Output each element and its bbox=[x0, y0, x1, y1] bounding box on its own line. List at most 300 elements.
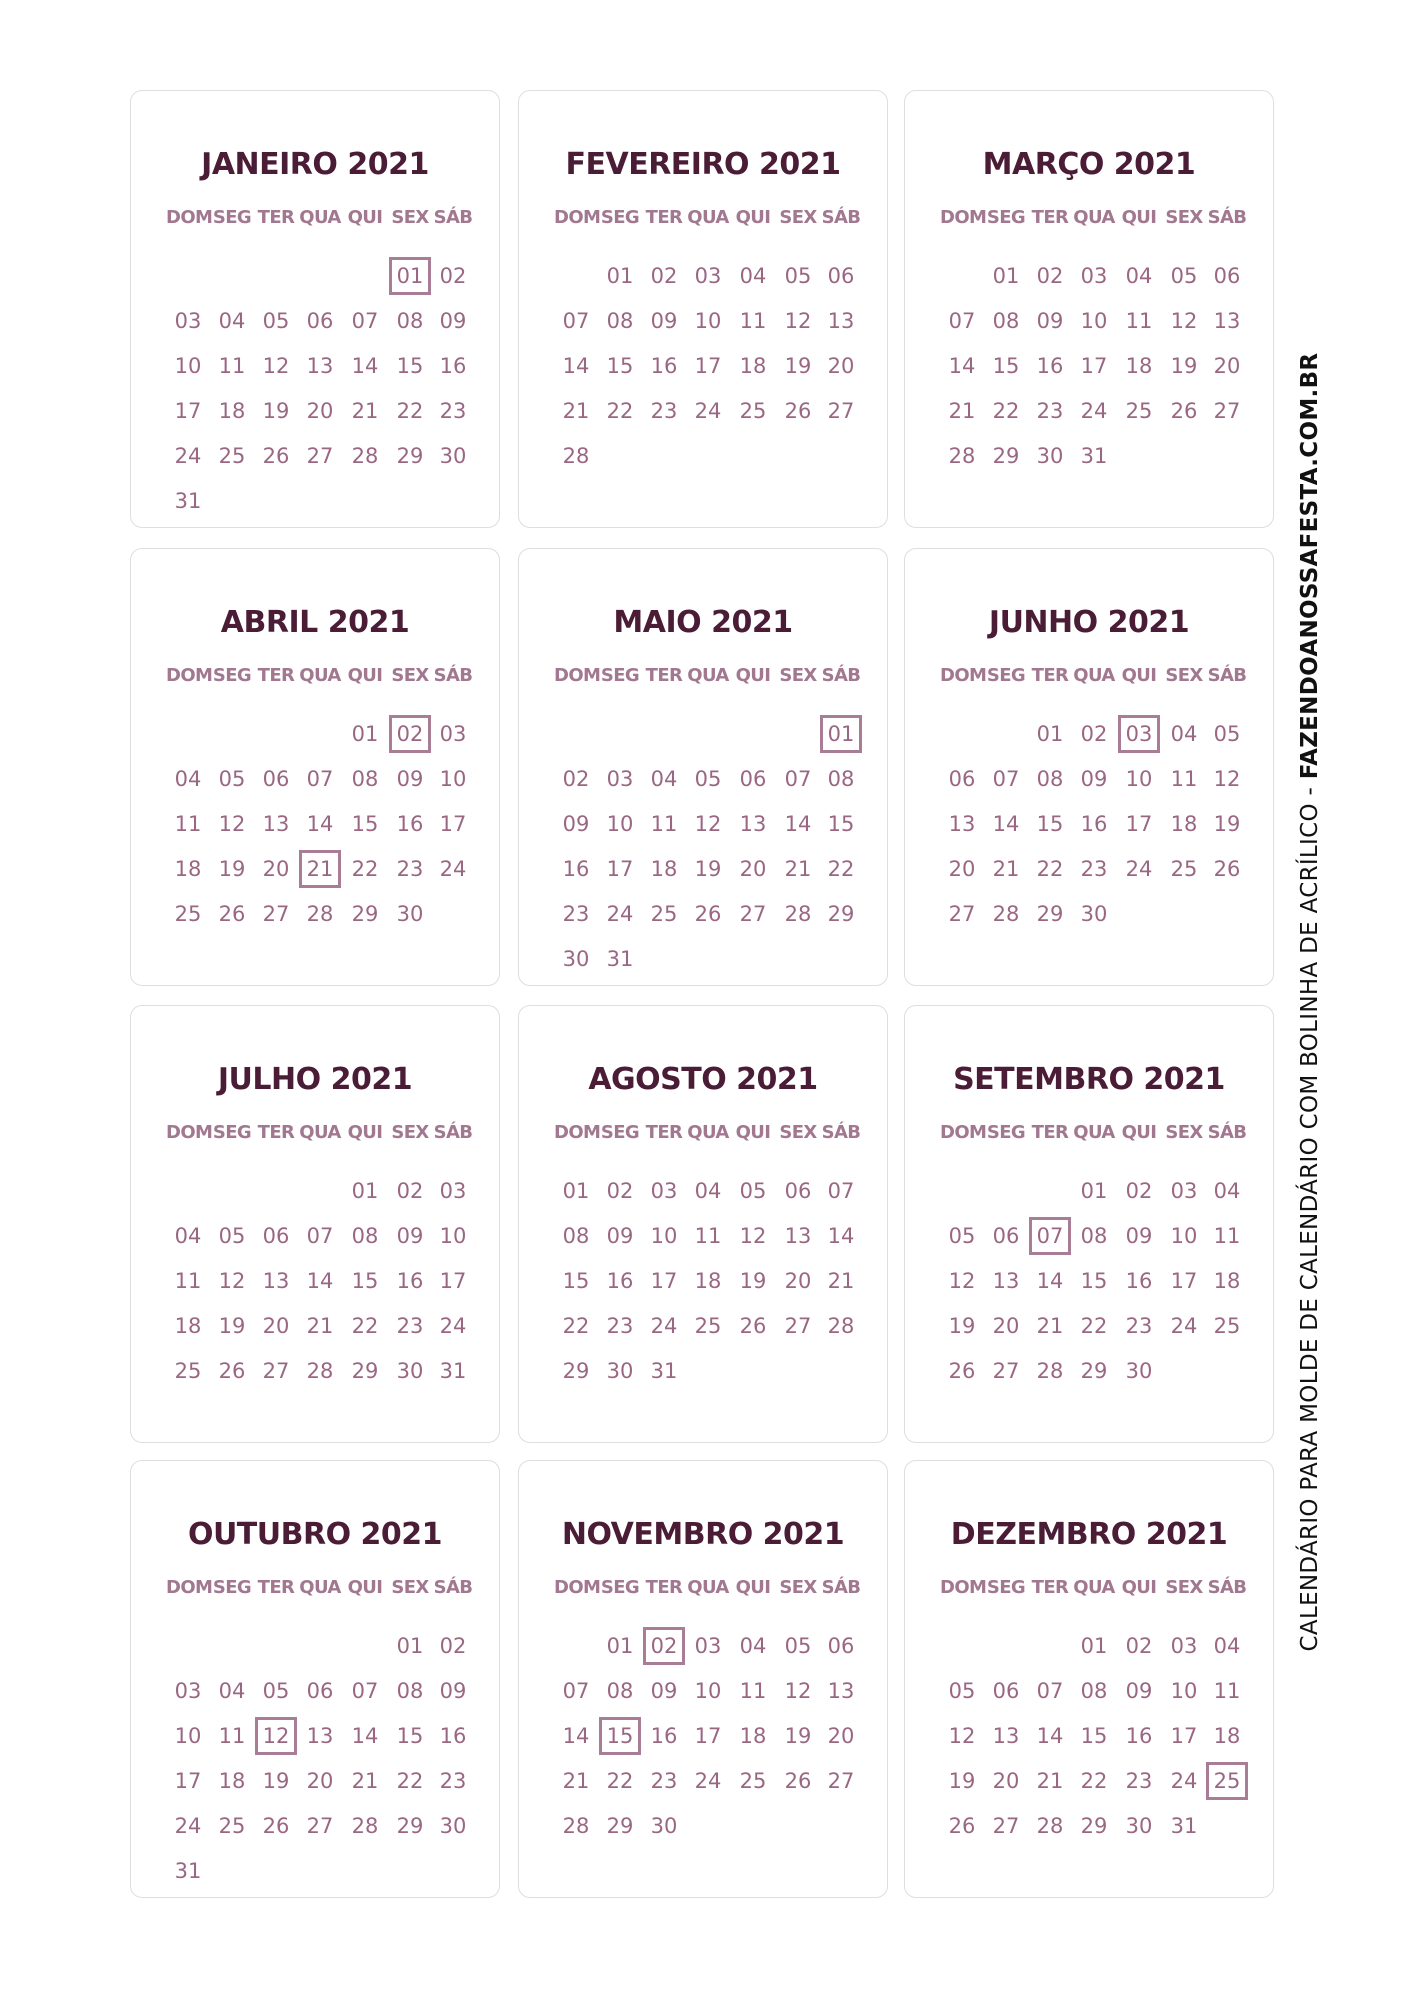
day-cell: 27 bbox=[739, 902, 767, 926]
weekday-label: SÁB bbox=[433, 665, 473, 686]
day-cell: 07 bbox=[992, 767, 1020, 791]
day-cell: 03 bbox=[439, 1179, 467, 1203]
day-cell: 28 bbox=[351, 1814, 379, 1838]
weekday-label: TER bbox=[257, 1577, 295, 1598]
day-cell: 24 bbox=[1170, 1314, 1198, 1338]
day-cell: 22 bbox=[606, 1769, 634, 1793]
day-cell: 11 bbox=[739, 1679, 767, 1703]
day-cell: 07 bbox=[306, 767, 334, 791]
day-cell: 30 bbox=[1125, 1359, 1153, 1383]
day-cell: 01 bbox=[396, 1634, 424, 1658]
day-cell: 28 bbox=[992, 902, 1020, 926]
day-cell: 13 bbox=[992, 1724, 1020, 1748]
day-cell: 25 bbox=[1170, 857, 1198, 881]
day-cell: 21 bbox=[1036, 1314, 1064, 1338]
weekday-label: TER bbox=[257, 665, 295, 686]
weekday-label: QUA bbox=[299, 207, 341, 228]
day-cell: 24 bbox=[606, 902, 634, 926]
day-cell: 23 bbox=[1036, 399, 1064, 423]
highlighted-day: 25 bbox=[1206, 1762, 1248, 1800]
day-cell: 05 bbox=[948, 1679, 976, 1703]
day-cell: 04 bbox=[694, 1179, 722, 1203]
day-cell: 21 bbox=[562, 1769, 590, 1793]
day-cell: 03 bbox=[1170, 1179, 1198, 1203]
day-cell: 06 bbox=[992, 1224, 1020, 1248]
day-cell: 27 bbox=[262, 902, 290, 926]
weekday-label: SEX bbox=[391, 665, 429, 686]
weekday-label: QUI bbox=[735, 1122, 771, 1143]
day-cell: 16 bbox=[650, 354, 678, 378]
weekday-label: QUI bbox=[1121, 665, 1157, 686]
day-cell: 30 bbox=[439, 1814, 467, 1838]
day-cell: 21 bbox=[948, 399, 976, 423]
month-card bbox=[130, 548, 500, 986]
day-cell: 24 bbox=[694, 399, 722, 423]
day-cell: 29 bbox=[351, 1359, 379, 1383]
month-card bbox=[130, 1460, 500, 1898]
weekday-label: SÁB bbox=[821, 665, 861, 686]
month-card bbox=[518, 548, 888, 986]
day-cell: 19 bbox=[739, 1269, 767, 1293]
day-cell: 19 bbox=[694, 857, 722, 881]
month-title: NOVEMBRO 2021 bbox=[561, 1517, 845, 1552]
day-cell: 17 bbox=[1170, 1269, 1198, 1293]
weekday-label: QUA bbox=[1073, 207, 1115, 228]
day-cell: 03 bbox=[439, 722, 467, 746]
day-cell: 14 bbox=[306, 1269, 334, 1293]
day-cell: 14 bbox=[948, 354, 976, 378]
day-cell: 03 bbox=[650, 1179, 678, 1203]
day-cell: 28 bbox=[351, 444, 379, 468]
day-cell: 14 bbox=[992, 812, 1020, 836]
day-cell: 20 bbox=[784, 1269, 812, 1293]
day-cell: 13 bbox=[827, 1679, 855, 1703]
weekday-label: QUI bbox=[347, 1122, 383, 1143]
day-cell: 20 bbox=[262, 857, 290, 881]
day-cell: 10 bbox=[439, 767, 467, 791]
day-cell: 11 bbox=[694, 1224, 722, 1248]
day-cell: 22 bbox=[1080, 1314, 1108, 1338]
day-cell: 16 bbox=[650, 1724, 678, 1748]
day-cell: 08 bbox=[992, 309, 1020, 333]
day-cell: 18 bbox=[650, 857, 678, 881]
weekday-label: SEX bbox=[1165, 665, 1203, 686]
weekday-label: SEG bbox=[212, 207, 252, 228]
weekday-label: SEG bbox=[600, 665, 640, 686]
day-cell: 02 bbox=[396, 1179, 424, 1203]
day-cell: 24 bbox=[1125, 857, 1153, 881]
day-cell: 19 bbox=[948, 1769, 976, 1793]
day-cell: 30 bbox=[606, 1359, 634, 1383]
day-cell: 15 bbox=[396, 354, 424, 378]
day-cell: 05 bbox=[1213, 722, 1241, 746]
day-cell: 12 bbox=[784, 1679, 812, 1703]
day-cell: 09 bbox=[396, 767, 424, 791]
day-cell: 14 bbox=[562, 354, 590, 378]
day-cell: 20 bbox=[992, 1769, 1020, 1793]
day-cell: 06 bbox=[827, 264, 855, 288]
day-cell: 15 bbox=[827, 812, 855, 836]
day-cell: 06 bbox=[992, 1679, 1020, 1703]
day-cell: 09 bbox=[439, 309, 467, 333]
month-title: JULHO 2021 bbox=[217, 1062, 413, 1097]
day-cell: 21 bbox=[992, 857, 1020, 881]
day-cell: 01 bbox=[606, 264, 634, 288]
day-cell: 02 bbox=[1036, 264, 1064, 288]
day-cell: 04 bbox=[650, 767, 678, 791]
day-cell: 10 bbox=[174, 354, 202, 378]
day-cell: 18 bbox=[218, 1769, 246, 1793]
day-cell: 22 bbox=[606, 399, 634, 423]
day-cell: 20 bbox=[262, 1314, 290, 1338]
day-cell: 13 bbox=[262, 812, 290, 836]
day-cell: 15 bbox=[1080, 1269, 1108, 1293]
day-cell: 06 bbox=[262, 1224, 290, 1248]
day-cell: 16 bbox=[439, 1724, 467, 1748]
day-cell: 20 bbox=[827, 354, 855, 378]
day-cell: 09 bbox=[1036, 309, 1064, 333]
day-cell: 08 bbox=[1036, 767, 1064, 791]
day-cell: 14 bbox=[827, 1224, 855, 1248]
weekday-label: SEG bbox=[986, 1577, 1026, 1598]
weekday-label: SEG bbox=[986, 1122, 1026, 1143]
day-cell: 12 bbox=[739, 1224, 767, 1248]
day-cell: 04 bbox=[218, 1679, 246, 1703]
day-cell: 29 bbox=[562, 1359, 590, 1383]
day-cell: 07 bbox=[948, 309, 976, 333]
side-caption bbox=[1292, 202, 1328, 1802]
highlighted-day: 03 bbox=[1118, 715, 1160, 753]
day-cell: 23 bbox=[650, 399, 678, 423]
day-cell: 20 bbox=[1213, 354, 1241, 378]
day-cell: 13 bbox=[1213, 309, 1241, 333]
day-cell: 18 bbox=[174, 857, 202, 881]
day-cell: 02 bbox=[1125, 1634, 1153, 1658]
day-cell: 06 bbox=[827, 1634, 855, 1658]
day-cell: 23 bbox=[606, 1314, 634, 1338]
weekday-label: QUA bbox=[1073, 1577, 1115, 1598]
day-cell: 29 bbox=[1080, 1359, 1108, 1383]
day-cell: 15 bbox=[396, 1724, 424, 1748]
day-cell: 20 bbox=[827, 1724, 855, 1748]
weekday-label: SEX bbox=[779, 207, 817, 228]
day-cell: 11 bbox=[1125, 309, 1153, 333]
day-cell: 26 bbox=[218, 1359, 246, 1383]
month-title: OUTUBRO 2021 bbox=[187, 1517, 443, 1552]
day-cell: 25 bbox=[1213, 1314, 1241, 1338]
day-cell: 13 bbox=[739, 812, 767, 836]
day-cell: 27 bbox=[992, 1359, 1020, 1383]
day-cell: 30 bbox=[439, 444, 467, 468]
weekday-label: DOM bbox=[940, 207, 987, 228]
weekday-label: TER bbox=[645, 1577, 683, 1598]
day-cell: 22 bbox=[351, 1314, 379, 1338]
day-cell: 27 bbox=[827, 399, 855, 423]
highlighted-day: 01 bbox=[389, 257, 431, 295]
day-cell: 16 bbox=[439, 354, 467, 378]
day-cell: 11 bbox=[1170, 767, 1198, 791]
day-cell: 29 bbox=[396, 444, 424, 468]
highlighted-day: 02 bbox=[643, 1627, 685, 1665]
weekday-label: SEG bbox=[986, 207, 1026, 228]
day-cell: 06 bbox=[784, 1179, 812, 1203]
day-cell: 17 bbox=[1125, 812, 1153, 836]
day-cell: 11 bbox=[650, 812, 678, 836]
weekday-label: TER bbox=[1031, 1577, 1069, 1598]
day-cell: 05 bbox=[218, 767, 246, 791]
day-cell: 17 bbox=[650, 1269, 678, 1293]
day-cell: 30 bbox=[1080, 902, 1108, 926]
day-cell: 10 bbox=[606, 812, 634, 836]
day-cell: 09 bbox=[562, 812, 590, 836]
weekday-label: QUI bbox=[347, 207, 383, 228]
weekday-label: TER bbox=[645, 1122, 683, 1143]
weekday-label: TER bbox=[257, 207, 295, 228]
day-cell: 13 bbox=[262, 1269, 290, 1293]
day-cell: 05 bbox=[694, 767, 722, 791]
day-cell: 17 bbox=[1170, 1724, 1198, 1748]
weekday-label: SÁB bbox=[1207, 665, 1247, 686]
weekday-label: QUI bbox=[1121, 1122, 1157, 1143]
weekday-label: QUI bbox=[1121, 207, 1157, 228]
day-cell: 04 bbox=[218, 309, 246, 333]
weekday-label: DOM bbox=[940, 1122, 987, 1143]
weekday-label: QUA bbox=[687, 1122, 729, 1143]
day-cell: 25 bbox=[739, 399, 767, 423]
highlighted-day: 07 bbox=[1029, 1217, 1071, 1255]
day-cell: 27 bbox=[784, 1314, 812, 1338]
day-cell: 23 bbox=[562, 902, 590, 926]
day-cell: 07 bbox=[306, 1224, 334, 1248]
day-cell: 28 bbox=[562, 1814, 590, 1838]
day-cell: 18 bbox=[1125, 354, 1153, 378]
day-cell: 07 bbox=[784, 767, 812, 791]
day-cell: 13 bbox=[992, 1269, 1020, 1293]
day-cell: 12 bbox=[948, 1269, 976, 1293]
day-cell: 19 bbox=[784, 354, 812, 378]
day-cell: 02 bbox=[1080, 722, 1108, 746]
day-cell: 21 bbox=[306, 1314, 334, 1338]
weekday-label: DOM bbox=[554, 1577, 601, 1598]
month-card bbox=[904, 1005, 1274, 1443]
day-cell: 13 bbox=[306, 354, 334, 378]
day-cell: 08 bbox=[606, 1679, 634, 1703]
month-card bbox=[518, 90, 888, 528]
weekday-label: DOM bbox=[940, 665, 987, 686]
day-cell: 23 bbox=[439, 399, 467, 423]
weekday-label: SEG bbox=[600, 1122, 640, 1143]
day-cell: 27 bbox=[992, 1814, 1020, 1838]
day-cell: 17 bbox=[174, 399, 202, 423]
day-cell: 17 bbox=[694, 354, 722, 378]
weekday-label: SEX bbox=[391, 207, 429, 228]
day-cell: 02 bbox=[650, 264, 678, 288]
month-title: AGOSTO 2021 bbox=[588, 1062, 818, 1097]
day-cell: 23 bbox=[1080, 857, 1108, 881]
weekday-label: TER bbox=[1031, 665, 1069, 686]
day-cell: 22 bbox=[396, 399, 424, 423]
day-cell: 08 bbox=[1080, 1679, 1108, 1703]
day-cell: 01 bbox=[351, 722, 379, 746]
day-cell: 17 bbox=[174, 1769, 202, 1793]
day-cell: 29 bbox=[992, 444, 1020, 468]
day-cell: 10 bbox=[1125, 767, 1153, 791]
weekday-label: QUI bbox=[735, 665, 771, 686]
weekday-label: SÁB bbox=[821, 207, 861, 228]
weekday-label: QUA bbox=[299, 665, 341, 686]
day-cell: 17 bbox=[439, 1269, 467, 1293]
day-cell: 07 bbox=[1036, 1679, 1064, 1703]
weekday-label: SÁB bbox=[821, 1122, 861, 1143]
day-cell: 16 bbox=[1125, 1724, 1153, 1748]
day-cell: 28 bbox=[562, 444, 590, 468]
day-cell: 02 bbox=[439, 264, 467, 288]
day-cell: 31 bbox=[1080, 444, 1108, 468]
day-cell: 12 bbox=[694, 812, 722, 836]
day-cell: 23 bbox=[1125, 1769, 1153, 1793]
day-cell: 09 bbox=[606, 1224, 634, 1248]
day-cell: 10 bbox=[1170, 1679, 1198, 1703]
day-cell: 22 bbox=[827, 857, 855, 881]
day-cell: 17 bbox=[606, 857, 634, 881]
day-cell: 04 bbox=[1125, 264, 1153, 288]
highlighted-day: 12 bbox=[255, 1717, 297, 1755]
day-cell: 27 bbox=[1213, 399, 1241, 423]
day-cell: 26 bbox=[1170, 399, 1198, 423]
day-cell: 25 bbox=[174, 902, 202, 926]
highlighted-day: 02 bbox=[389, 715, 431, 753]
day-cell: 31 bbox=[1170, 1814, 1198, 1838]
day-cell: 30 bbox=[562, 947, 590, 971]
day-cell: 03 bbox=[1080, 264, 1108, 288]
weekday-label: SÁB bbox=[433, 1577, 473, 1598]
day-cell: 20 bbox=[992, 1314, 1020, 1338]
day-cell: 28 bbox=[827, 1314, 855, 1338]
weekday-label: QUI bbox=[1121, 1577, 1157, 1598]
day-cell: 30 bbox=[650, 1814, 678, 1838]
day-cell: 18 bbox=[739, 354, 767, 378]
day-cell: 17 bbox=[439, 812, 467, 836]
day-cell: 26 bbox=[262, 444, 290, 468]
day-cell: 10 bbox=[694, 309, 722, 333]
day-cell: 04 bbox=[174, 767, 202, 791]
month-card bbox=[518, 1460, 888, 1898]
day-cell: 01 bbox=[1080, 1179, 1108, 1203]
day-cell: 21 bbox=[1036, 1769, 1064, 1793]
day-cell: 19 bbox=[948, 1314, 976, 1338]
day-cell: 19 bbox=[262, 1769, 290, 1793]
weekday-label: TER bbox=[1031, 207, 1069, 228]
weekday-label: SEX bbox=[391, 1577, 429, 1598]
day-cell: 14 bbox=[562, 1724, 590, 1748]
day-cell: 02 bbox=[606, 1179, 634, 1203]
weekday-label: TER bbox=[645, 207, 683, 228]
day-cell: 18 bbox=[694, 1269, 722, 1293]
day-cell: 12 bbox=[218, 1269, 246, 1293]
day-cell: 16 bbox=[396, 812, 424, 836]
day-cell: 08 bbox=[351, 1224, 379, 1248]
day-cell: 03 bbox=[694, 264, 722, 288]
day-cell: 31 bbox=[439, 1359, 467, 1383]
day-cell: 26 bbox=[948, 1359, 976, 1383]
day-cell: 14 bbox=[1036, 1724, 1064, 1748]
day-cell: 09 bbox=[650, 1679, 678, 1703]
day-cell: 28 bbox=[948, 444, 976, 468]
day-cell: 25 bbox=[218, 444, 246, 468]
weekday-label: DOM bbox=[940, 1577, 987, 1598]
day-cell: 21 bbox=[562, 399, 590, 423]
day-cell: 24 bbox=[439, 857, 467, 881]
day-cell: 23 bbox=[439, 1769, 467, 1793]
day-cell: 08 bbox=[827, 767, 855, 791]
day-cell: 12 bbox=[1170, 309, 1198, 333]
weekday-label: SEX bbox=[1165, 1122, 1203, 1143]
day-cell: 06 bbox=[306, 1679, 334, 1703]
month-card bbox=[904, 90, 1274, 528]
day-cell: 24 bbox=[650, 1314, 678, 1338]
day-cell: 03 bbox=[694, 1634, 722, 1658]
day-cell: 29 bbox=[606, 1814, 634, 1838]
day-cell: 20 bbox=[306, 399, 334, 423]
weekday-label: TER bbox=[257, 1122, 295, 1143]
day-cell: 04 bbox=[174, 1224, 202, 1248]
day-cell: 23 bbox=[650, 1769, 678, 1793]
day-cell: 01 bbox=[992, 264, 1020, 288]
day-cell: 27 bbox=[827, 1769, 855, 1793]
day-cell: 15 bbox=[1036, 812, 1064, 836]
day-cell: 10 bbox=[694, 1679, 722, 1703]
day-cell: 04 bbox=[1213, 1634, 1241, 1658]
day-cell: 05 bbox=[784, 1634, 812, 1658]
weekday-label: QUA bbox=[687, 1577, 729, 1598]
day-cell: 20 bbox=[739, 857, 767, 881]
month-card bbox=[904, 1460, 1274, 1898]
day-cell: 15 bbox=[351, 812, 379, 836]
day-cell: 10 bbox=[439, 1224, 467, 1248]
day-cell: 18 bbox=[218, 399, 246, 423]
day-cell: 24 bbox=[694, 1769, 722, 1793]
day-cell: 18 bbox=[174, 1314, 202, 1338]
day-cell: 13 bbox=[306, 1724, 334, 1748]
day-cell: 14 bbox=[784, 812, 812, 836]
day-cell: 22 bbox=[396, 1769, 424, 1793]
day-cell: 22 bbox=[1080, 1769, 1108, 1793]
month-card bbox=[904, 548, 1274, 986]
day-cell: 05 bbox=[262, 309, 290, 333]
day-cell: 27 bbox=[948, 902, 976, 926]
weekday-label: DOM bbox=[166, 665, 213, 686]
month-title: ABRIL 2021 bbox=[220, 605, 410, 640]
day-cell: 11 bbox=[174, 1269, 202, 1293]
day-cell: 02 bbox=[562, 767, 590, 791]
day-cell: 09 bbox=[1125, 1679, 1153, 1703]
day-cell: 01 bbox=[1080, 1634, 1108, 1658]
day-cell: 22 bbox=[562, 1314, 590, 1338]
weekday-label: SÁB bbox=[821, 1577, 861, 1598]
day-cell: 24 bbox=[174, 1814, 202, 1838]
day-cell: 19 bbox=[784, 1724, 812, 1748]
weekday-label: QUA bbox=[687, 207, 729, 228]
day-cell: 27 bbox=[306, 444, 334, 468]
day-cell: 06 bbox=[948, 767, 976, 791]
weekday-label: QUI bbox=[347, 1577, 383, 1598]
weekday-label: QUA bbox=[299, 1577, 341, 1598]
day-cell: 26 bbox=[1213, 857, 1241, 881]
weekday-label: QUI bbox=[735, 1577, 771, 1598]
weekday-label: SÁB bbox=[1207, 1577, 1247, 1598]
day-cell: 24 bbox=[439, 1314, 467, 1338]
weekday-label: SEX bbox=[779, 665, 817, 686]
